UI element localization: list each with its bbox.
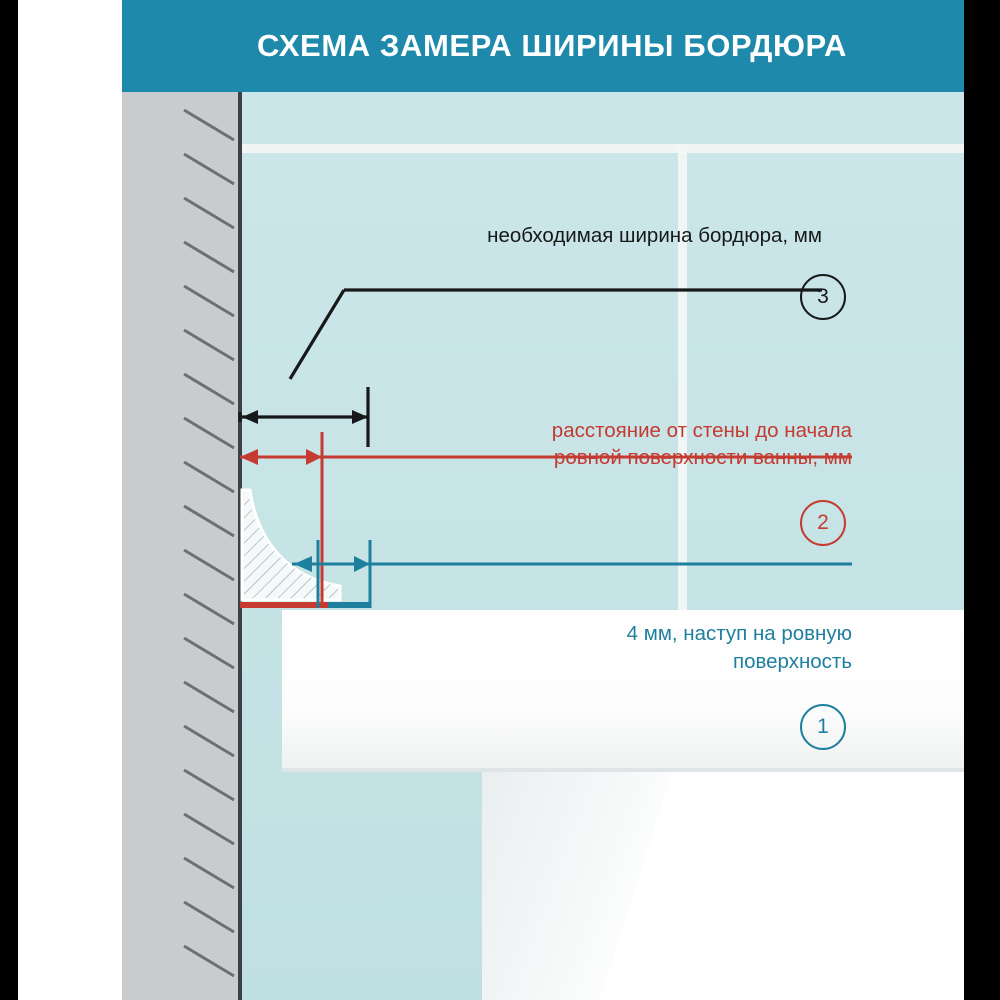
annotation-1-line-1: 4 мм, наступ на ровную xyxy=(626,622,852,645)
sealant-profile xyxy=(242,490,340,600)
annotation-3-line-1: необходимая ширина бордюра, мм xyxy=(487,224,822,247)
header-banner xyxy=(122,0,964,92)
measure-line-1 xyxy=(292,540,852,608)
diagram-scene xyxy=(122,92,964,1000)
infographic-page xyxy=(18,0,964,1000)
annotation-1-line-2: поверхность xyxy=(732,650,852,673)
step-badge-2: 2 xyxy=(800,500,846,546)
annotation-2-line-2: ровной поверхности ванны, мм xyxy=(553,446,852,469)
step-badge-1: 1 xyxy=(800,704,846,750)
wall-hatch-lines xyxy=(184,110,234,976)
page-title: СХЕМА ЗАМЕРА ШИРИНЫ БОРДЮРА xyxy=(256,28,848,63)
step-badge-3: 3 xyxy=(800,274,846,320)
annotation-2-line-1: расстояние от стены до начала xyxy=(551,419,852,442)
